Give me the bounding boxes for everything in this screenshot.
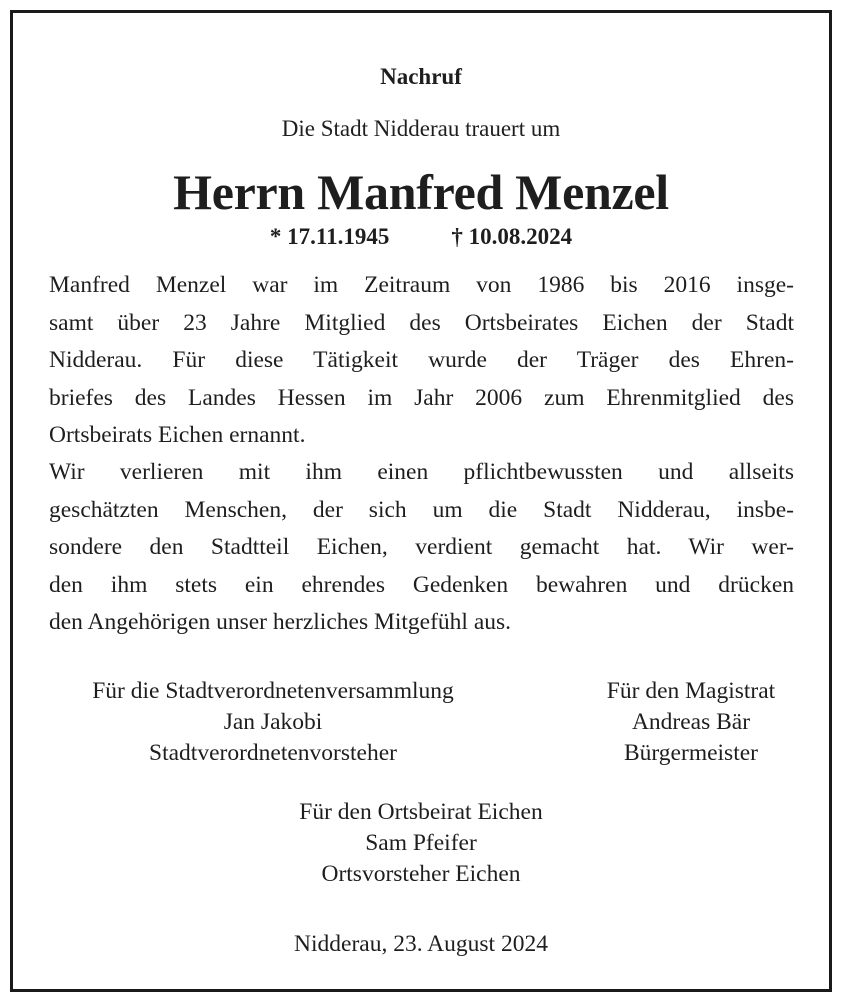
paragraph-line: samt über 23 Jahre Mitglied des Ortsbeirates Eichen der Stadt <box>49 309 794 336</box>
paragraph-line: den Angehörigen unser herzliches Mitgefühl aus. <box>49 609 512 635</box>
paragraph-line: sondere den Stadtteil Eichen, verdient gemacht hat. Wir wer- <box>49 534 794 560</box>
paragraph-line: briefes des Landes Hessen im Jahr 2006 zum Ehrenmitglied des <box>49 384 794 411</box>
paragraph-line: geschätzten Menschen, der sich um die Stadt Nidderau, insbe- <box>49 496 794 523</box>
signature-name: Sam Pfeifer <box>365 830 477 856</box>
signature-role: Ortsvorsteher Eichen <box>321 861 521 887</box>
signature-for: Für den Ortsbeirat Eichen <box>299 799 543 825</box>
place-and-date: Nidderau, 23. August 2024 <box>294 931 548 957</box>
paragraph-line: Wir verlieren mit ihm einen pflichtbewussten und allseits <box>49 459 794 485</box>
signature-name: Andreas Bär <box>631 709 751 735</box>
birth-date: * 17.11.1945 <box>269 224 390 249</box>
intro-line: Die Stadt Nidderau trauert um <box>281 116 561 141</box>
paragraph-line: Manfred Menzel war im Zeitraum von 1986 bis 2016 insge- <box>49 272 794 298</box>
signature-role: Stadtverordnetenvorsteher <box>149 740 397 766</box>
signature-role: Bürgermeister <box>623 740 758 766</box>
signature-name: Jan Jakobi <box>223 709 323 735</box>
signature-magistrate <box>576 676 806 769</box>
life-dates <box>0 222 842 252</box>
paragraph-2 <box>49 454 794 642</box>
signature-local-council <box>221 797 621 890</box>
signature-for: Für die Stadtverordnetenversammlung <box>92 678 454 704</box>
paragraph-1 <box>49 267 794 455</box>
signature-city-council <box>40 676 506 769</box>
deceased-name: Herrn Manfred Menzel <box>173 164 669 220</box>
obituary-heading: Nachruf <box>380 64 462 89</box>
paragraph-line: den ihm stets ein ehrendes Gedenken bewahren und drücken <box>49 571 794 598</box>
paragraph-line: Nidderau. Für diese Tätigkeit wurde der Träger des Ehren- <box>49 347 794 373</box>
signature-for: Für den Magistrat <box>606 678 776 704</box>
death-date: † 10.08.2024 <box>451 224 573 249</box>
paragraph-line: Ortsbeirats Eichen ernannt. <box>49 422 306 448</box>
